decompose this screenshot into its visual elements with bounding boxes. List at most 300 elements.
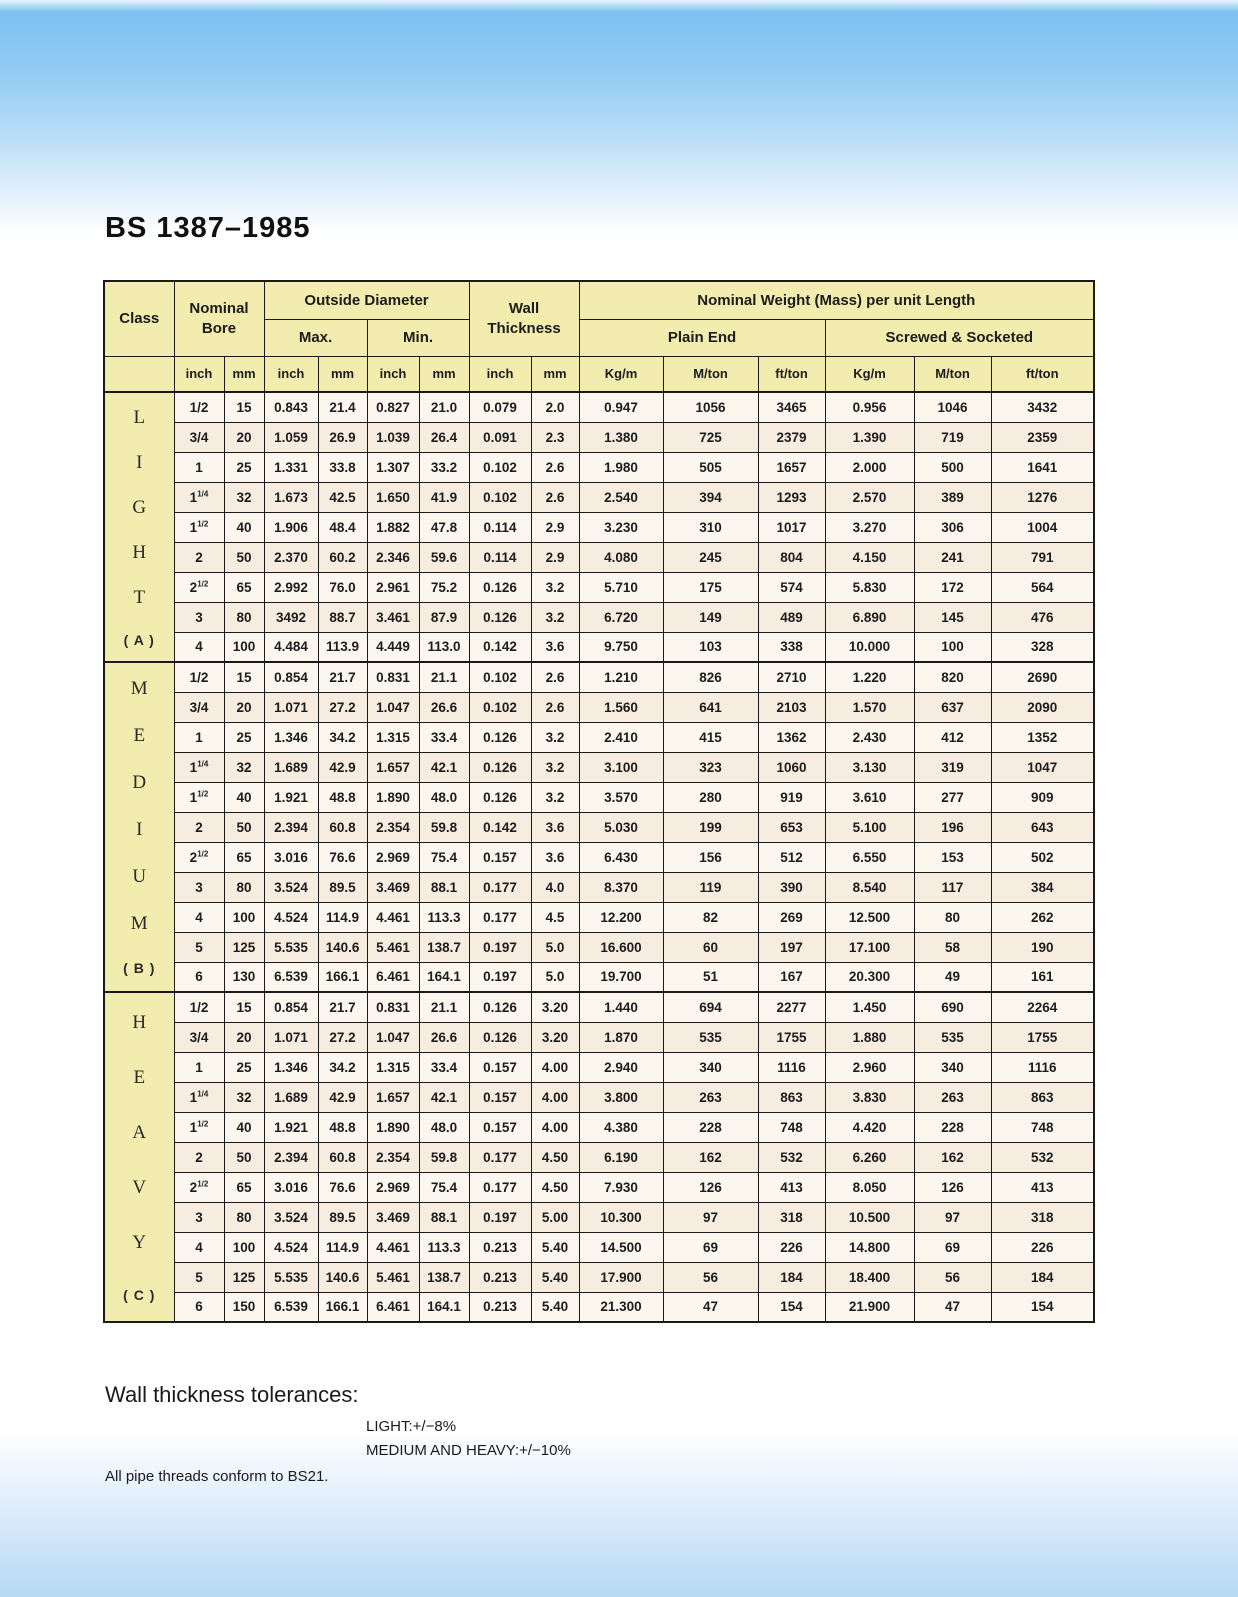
cell-wall-mm: 3.6 — [531, 842, 579, 872]
cell-od-max-mm: 60.2 — [318, 542, 367, 572]
cell-ss-kgm: 10.000 — [825, 632, 914, 662]
table-row — [104, 692, 1094, 722]
cell-plain-ftton: 167 — [758, 962, 825, 992]
cell-plain-mton: 156 — [663, 842, 758, 872]
cell-plain-ftton: 318 — [758, 1202, 825, 1232]
cell-ss-mton: 49 — [914, 962, 991, 992]
cell-ss-mton: 690 — [914, 992, 991, 1022]
cell-bore-inch: 6 — [174, 962, 224, 992]
cell-plain-mton: 340 — [663, 1052, 758, 1082]
cell-od-min-inch: 6.461 — [367, 962, 419, 992]
cell-wall-mm: 4.00 — [531, 1082, 579, 1112]
header-max: Max. — [264, 319, 367, 356]
cell-ss-ftton: 262 — [991, 902, 1094, 932]
cell-plain-ftton: 2277 — [758, 992, 825, 1022]
cell-wall-mm: 2.9 — [531, 512, 579, 542]
table-row — [104, 482, 1094, 512]
cell-plain-kgm: 5.030 — [579, 812, 663, 842]
class-letter: T — [133, 586, 146, 608]
cell-wall-mm: 3.20 — [531, 1022, 579, 1052]
cell-plain-kgm: 1.380 — [579, 422, 663, 452]
cell-bore-mm: 20 — [224, 692, 264, 722]
cell-od-max-mm: 48.8 — [318, 1112, 367, 1142]
cell-plain-ftton: 532 — [758, 1142, 825, 1172]
cell-wall-mm: 3.2 — [531, 602, 579, 632]
cell-od-min-mm: 21.1 — [419, 662, 469, 692]
cell-plain-ftton: 390 — [758, 872, 825, 902]
cell-ss-kgm: 6.260 — [825, 1142, 914, 1172]
cell-wall-mm: 5.00 — [531, 1202, 579, 1232]
cell-ss-mton: 500 — [914, 452, 991, 482]
cell-plain-kgm: 3.800 — [579, 1082, 663, 1112]
cell-ss-ftton: 1641 — [991, 452, 1094, 482]
cell-ss-kgm: 6.890 — [825, 602, 914, 632]
cell-wall-mm: 4.0 — [531, 872, 579, 902]
cell-plain-mton: 725 — [663, 422, 758, 452]
cell-od-min-inch: 2.346 — [367, 542, 419, 572]
table-row — [104, 722, 1094, 752]
cell-wall-mm: 3.2 — [531, 752, 579, 782]
cell-ss-mton: 80 — [914, 902, 991, 932]
cell-od-min-inch: 4.461 — [367, 1232, 419, 1262]
cell-ss-mton: 637 — [914, 692, 991, 722]
cell-ss-mton: 340 — [914, 1052, 991, 1082]
cell-wall-inch: 0.126 — [469, 752, 531, 782]
cell-ss-ftton: 384 — [991, 872, 1094, 902]
cell-wall-mm: 2.9 — [531, 542, 579, 572]
cell-ss-mton: 241 — [914, 542, 991, 572]
cell-plain-ftton: 338 — [758, 632, 825, 662]
cell-od-min-mm: 164.1 — [419, 962, 469, 992]
cell-bore-inch: 3/4 — [174, 1022, 224, 1052]
header-unit-bore-inch: inch — [174, 356, 224, 392]
cell-od-max-inch: 3492 — [264, 602, 318, 632]
cell-od-max-mm: 26.9 — [318, 422, 367, 452]
cell-ss-kgm: 2.430 — [825, 722, 914, 752]
cell-plain-kgm: 2.540 — [579, 482, 663, 512]
cell-bore-mm: 125 — [224, 1262, 264, 1292]
table-row — [104, 392, 1094, 422]
class-letter: D — [132, 771, 147, 793]
cell-wall-mm: 5.40 — [531, 1232, 579, 1262]
cell-od-max-mm: 60.8 — [318, 1142, 367, 1172]
cell-od-min-inch: 1.657 — [367, 1082, 419, 1112]
class-label-light — [104, 392, 174, 662]
cell-bore-mm: 50 — [224, 542, 264, 572]
cell-bore-inch: 3 — [174, 872, 224, 902]
cell-wall-mm: 4.00 — [531, 1112, 579, 1142]
cell-plain-mton: 175 — [663, 572, 758, 602]
cell-od-min-mm: 41.9 — [419, 482, 469, 512]
cell-plain-mton: 263 — [663, 1082, 758, 1112]
cell-od-min-inch: 0.831 — [367, 992, 419, 1022]
table-row — [104, 1292, 1094, 1322]
cell-bore-inch: $1^{1/4}$ — [174, 482, 224, 512]
class-letter: V — [132, 1176, 147, 1198]
cell-od-min-mm: 87.9 — [419, 602, 469, 632]
table-row — [104, 782, 1094, 812]
wall-thickness-tolerances-title: Wall thickness tolerances: — [105, 1382, 359, 1407]
cell-od-min-mm: 21.0 — [419, 392, 469, 422]
cell-wall-mm: 5.40 — [531, 1292, 579, 1322]
class-letter: I — [136, 451, 143, 473]
cell-od-min-mm: 48.0 — [419, 782, 469, 812]
cell-wall-inch: 0.102 — [469, 692, 531, 722]
cell-ss-mton: 719 — [914, 422, 991, 452]
cell-od-min-mm: 88.1 — [419, 872, 469, 902]
cell-od-max-inch: 1.346 — [264, 1052, 318, 1082]
cell-wall-inch: 0.114 — [469, 542, 531, 572]
cell-ss-mton: 97 — [914, 1202, 991, 1232]
cell-plain-mton: 826 — [663, 662, 758, 692]
cell-plain-kgm: 0.947 — [579, 392, 663, 422]
cell-plain-kgm: 1.210 — [579, 662, 663, 692]
cell-od-min-inch: 1.307 — [367, 452, 419, 482]
cell-od-min-mm: 26.6 — [419, 692, 469, 722]
cell-wall-inch: 0.126 — [469, 992, 531, 1022]
cell-plain-ftton: 863 — [758, 1082, 825, 1112]
header-screwed-socketed: Screwed & Socketed — [825, 319, 1094, 356]
cell-bore-mm: 125 — [224, 932, 264, 962]
cell-od-max-mm: 89.5 — [318, 872, 367, 902]
cell-ss-mton: 69 — [914, 1232, 991, 1262]
cell-od-max-mm: 42.5 — [318, 482, 367, 512]
cell-plain-ftton: 653 — [758, 812, 825, 842]
cell-ss-kgm: 1.570 — [825, 692, 914, 722]
cell-bore-mm: 65 — [224, 842, 264, 872]
cell-od-max-mm: 88.7 — [318, 602, 367, 632]
cell-od-min-mm: 59.6 — [419, 542, 469, 572]
cell-plain-mton: 199 — [663, 812, 758, 842]
table-row — [104, 602, 1094, 632]
cell-ss-ftton: 318 — [991, 1202, 1094, 1232]
bore-fraction-sup: 1/2 — [197, 849, 209, 858]
cell-od-min-mm: 113.3 — [419, 1232, 469, 1262]
cell-bore-inch: $1^{1/2}$ — [174, 512, 224, 542]
cell-wall-mm: 3.6 — [531, 632, 579, 662]
cell-bore-mm: 80 — [224, 872, 264, 902]
cell-wall-inch: 0.142 — [469, 632, 531, 662]
cell-plain-mton: 97 — [663, 1202, 758, 1232]
cell-ss-ftton: 2690 — [991, 662, 1094, 692]
bore-fraction-sup: 1/2 — [197, 1119, 209, 1128]
cell-ss-kgm: 18.400 — [825, 1262, 914, 1292]
header-wall-thickness: Wall Thickness — [469, 281, 579, 356]
cell-ss-ftton: 161 — [991, 962, 1094, 992]
cell-ss-ftton: 1276 — [991, 482, 1094, 512]
header-unit-empty — [104, 356, 174, 392]
cell-bore-inch: 1 — [174, 452, 224, 482]
cell-od-max-mm: 34.2 — [318, 1052, 367, 1082]
cell-ss-mton: 412 — [914, 722, 991, 752]
cell-ss-ftton: 2359 — [991, 422, 1094, 452]
class-letter: M — [130, 677, 148, 699]
cell-od-max-inch: 1.689 — [264, 1082, 318, 1112]
cell-wall-inch: 0.177 — [469, 1142, 531, 1172]
cell-bore-inch: $2^{1/2}$ — [174, 842, 224, 872]
cell-od-min-inch: 1.890 — [367, 782, 419, 812]
medium-heavy-tolerance-note: MEDIUM AND HEAVY:+/−10% — [366, 1442, 571, 1459]
cell-plain-ftton: 919 — [758, 782, 825, 812]
cell-bore-inch: 6 — [174, 1292, 224, 1322]
cell-od-max-mm: 48.4 — [318, 512, 367, 542]
cell-bore-mm: 15 — [224, 992, 264, 1022]
cell-plain-ftton: 512 — [758, 842, 825, 872]
header-nominal-weight: Nominal Weight (Mass) per unit Length — [579, 281, 1094, 319]
cell-bore-mm: 150 — [224, 1292, 264, 1322]
cell-od-min-inch: 0.831 — [367, 662, 419, 692]
cell-bore-inch: $1^{1/4}$ — [174, 752, 224, 782]
cell-ss-ftton: 1047 — [991, 752, 1094, 782]
cell-plain-ftton: 1657 — [758, 452, 825, 482]
cell-ss-kgm: 3.610 — [825, 782, 914, 812]
cell-od-max-inch: 1.071 — [264, 1022, 318, 1052]
cell-od-min-inch: 1.315 — [367, 722, 419, 752]
cell-ss-ftton: 791 — [991, 542, 1094, 572]
cell-plain-ftton: 1017 — [758, 512, 825, 542]
cell-bore-mm: 40 — [224, 782, 264, 812]
cell-ss-mton: 162 — [914, 1142, 991, 1172]
cell-ss-kgm: 4.150 — [825, 542, 914, 572]
cell-bore-inch: 1/2 — [174, 992, 224, 1022]
header-unit-min-mm: mm — [419, 356, 469, 392]
cell-wall-mm: 4.50 — [531, 1172, 579, 1202]
cell-plain-mton: 280 — [663, 782, 758, 812]
cell-wall-inch: 0.102 — [469, 662, 531, 692]
table-row — [104, 1022, 1094, 1052]
cell-od-min-inch: 2.969 — [367, 1172, 419, 1202]
cell-plain-kgm: 16.600 — [579, 932, 663, 962]
cell-wall-mm: 2.6 — [531, 662, 579, 692]
class-letter: H — [132, 541, 147, 563]
table-row — [104, 512, 1094, 542]
header-unit-wall-mm: mm — [531, 356, 579, 392]
cell-bore-mm: 65 — [224, 572, 264, 602]
cell-od-min-inch: 2.969 — [367, 842, 419, 872]
cell-ss-kgm: 5.100 — [825, 812, 914, 842]
cell-ss-ftton: 1755 — [991, 1022, 1094, 1052]
cell-wall-inch: 0.126 — [469, 1022, 531, 1052]
table-row — [104, 1142, 1094, 1172]
cell-bore-mm: 32 — [224, 752, 264, 782]
table-row — [104, 422, 1094, 452]
cell-ss-ftton: 226 — [991, 1232, 1094, 1262]
table-row — [104, 452, 1094, 482]
cell-plain-ftton: 154 — [758, 1292, 825, 1322]
cell-ss-ftton: 2264 — [991, 992, 1094, 1022]
header-nominal-bore: Nominal Bore — [174, 281, 264, 356]
header-unit-bore-mm: mm — [224, 356, 264, 392]
cell-ss-mton: 117 — [914, 872, 991, 902]
cell-ss-mton: 263 — [914, 1082, 991, 1112]
class-letter: E — [133, 1066, 146, 1088]
table-row — [104, 992, 1094, 1022]
cell-ss-kgm: 1.390 — [825, 422, 914, 452]
cell-plain-kgm: 4.080 — [579, 542, 663, 572]
cell-wall-inch: 0.142 — [469, 812, 531, 842]
cell-od-max-inch: 1.673 — [264, 482, 318, 512]
cell-ss-kgm: 10.500 — [825, 1202, 914, 1232]
cell-od-max-inch: 2.394 — [264, 812, 318, 842]
cell-bore-mm: 25 — [224, 452, 264, 482]
cell-bore-mm: 40 — [224, 1112, 264, 1142]
class-letter: H — [132, 1011, 147, 1033]
bore-fraction-sup: 1/4 — [197, 489, 209, 498]
table-row — [104, 1112, 1094, 1142]
cell-wall-inch: 0.102 — [469, 452, 531, 482]
cell-ss-kgm: 20.300 — [825, 962, 914, 992]
cell-od-min-mm: 75.4 — [419, 1172, 469, 1202]
cell-ss-mton: 389 — [914, 482, 991, 512]
class-label-medium — [104, 662, 174, 992]
cell-ss-mton: 145 — [914, 602, 991, 632]
cell-plain-ftton: 574 — [758, 572, 825, 602]
cell-od-min-inch: 0.827 — [367, 392, 419, 422]
cell-od-min-inch: 2.354 — [367, 1142, 419, 1172]
cell-bore-inch: 3 — [174, 602, 224, 632]
header-unit-plain-mton: M/ton — [663, 356, 758, 392]
class-paren-label: ( B ) — [123, 960, 156, 977]
cell-bore-mm: 20 — [224, 422, 264, 452]
cell-plain-ftton: 804 — [758, 542, 825, 572]
header-unit-plain-kgm: Kg/m — [579, 356, 663, 392]
cell-bore-mm: 32 — [224, 1082, 264, 1112]
bore-fraction-sup: 1/4 — [197, 759, 209, 768]
cell-od-min-inch: 1.882 — [367, 512, 419, 542]
header-unit-max-inch: inch — [264, 356, 318, 392]
cell-od-min-inch: 3.469 — [367, 1202, 419, 1232]
cell-plain-ftton: 1293 — [758, 482, 825, 512]
header-min: Min. — [367, 319, 469, 356]
class-letter: I — [136, 818, 143, 840]
cell-wall-mm: 2.6 — [531, 482, 579, 512]
cell-od-max-inch: 1.921 — [264, 782, 318, 812]
cell-ss-ftton: 154 — [991, 1292, 1094, 1322]
cell-od-max-inch: 0.843 — [264, 392, 318, 422]
cell-od-min-inch: 1.047 — [367, 1022, 419, 1052]
cell-ss-kgm: 12.500 — [825, 902, 914, 932]
cell-od-max-inch: 2.370 — [264, 542, 318, 572]
bore-fraction-sup: 1/2 — [197, 1179, 209, 1188]
cell-od-max-mm: 21.7 — [318, 662, 367, 692]
cell-wall-inch: 0.157 — [469, 1052, 531, 1082]
cell-od-max-inch: 3.524 — [264, 872, 318, 902]
cell-od-min-mm: 47.8 — [419, 512, 469, 542]
cell-plain-kgm: 1.440 — [579, 992, 663, 1022]
cell-ss-kgm: 1.450 — [825, 992, 914, 1022]
table-row — [104, 812, 1094, 842]
cell-ss-mton: 47 — [914, 1292, 991, 1322]
cell-ss-ftton: 413 — [991, 1172, 1094, 1202]
cell-ss-kgm: 2.570 — [825, 482, 914, 512]
table-row — [104, 1082, 1094, 1112]
cell-od-min-mm: 138.7 — [419, 932, 469, 962]
cell-od-min-inch: 1.047 — [367, 692, 419, 722]
cell-wall-inch: 0.126 — [469, 572, 531, 602]
cell-plain-mton: 103 — [663, 632, 758, 662]
cell-od-min-inch: 2.354 — [367, 812, 419, 842]
cell-od-max-inch: 6.539 — [264, 962, 318, 992]
cell-bore-inch: 2 — [174, 812, 224, 842]
header-unit-ss-ftton: ft/ton — [991, 356, 1094, 392]
cell-plain-kgm: 1.560 — [579, 692, 663, 722]
cell-od-min-mm: 88.1 — [419, 1202, 469, 1232]
cell-plain-mton: 394 — [663, 482, 758, 512]
cell-od-max-inch: 1.071 — [264, 692, 318, 722]
cell-bore-mm: 50 — [224, 1142, 264, 1172]
cell-od-max-mm: 89.5 — [318, 1202, 367, 1232]
cell-plain-kgm: 21.300 — [579, 1292, 663, 1322]
cell-wall-inch: 0.197 — [469, 1202, 531, 1232]
cell-ss-kgm: 3.130 — [825, 752, 914, 782]
cell-plain-mton: 323 — [663, 752, 758, 782]
bore-fraction-sup: 1/2 — [197, 579, 209, 588]
table-row — [104, 572, 1094, 602]
cell-od-min-inch: 4.449 — [367, 632, 419, 662]
table-header — [104, 281, 1094, 392]
cell-od-max-inch: 5.535 — [264, 932, 318, 962]
cell-od-max-inch: 1.921 — [264, 1112, 318, 1142]
cell-ss-kgm: 3.270 — [825, 512, 914, 542]
cell-bore-inch: 4 — [174, 1232, 224, 1262]
cell-plain-ftton: 2103 — [758, 692, 825, 722]
class-group-medium — [104, 662, 1094, 992]
table-row — [104, 1202, 1094, 1232]
cell-od-max-mm: 114.9 — [318, 902, 367, 932]
cell-od-min-mm: 75.4 — [419, 842, 469, 872]
cell-od-max-mm: 27.2 — [318, 1022, 367, 1052]
cell-bore-inch: 1 — [174, 1052, 224, 1082]
cell-plain-mton: 535 — [663, 1022, 758, 1052]
cell-ss-ftton: 2090 — [991, 692, 1094, 722]
cell-plain-ftton: 1362 — [758, 722, 825, 752]
cell-od-max-mm: 21.7 — [318, 992, 367, 1022]
cell-od-min-inch: 1.657 — [367, 752, 419, 782]
cell-ss-ftton: 328 — [991, 632, 1094, 662]
cell-od-max-mm: 33.8 — [318, 452, 367, 482]
class-letter: A — [132, 1121, 147, 1143]
cell-wall-mm: 2.0 — [531, 392, 579, 422]
class-letter: M — [130, 913, 148, 935]
cell-bore-mm: 80 — [224, 1202, 264, 1232]
cell-plain-kgm: 10.300 — [579, 1202, 663, 1232]
cell-plain-ftton: 269 — [758, 902, 825, 932]
cell-wall-mm: 3.2 — [531, 722, 579, 752]
cell-ss-mton: 56 — [914, 1262, 991, 1292]
header-unit-max-mm: mm — [318, 356, 367, 392]
cell-plain-mton: 641 — [663, 692, 758, 722]
class-letter: G — [132, 496, 147, 518]
cell-wall-inch: 0.157 — [469, 842, 531, 872]
cell-plain-kgm: 3.570 — [579, 782, 663, 812]
cell-od-max-inch: 2.992 — [264, 572, 318, 602]
cell-ss-ftton: 502 — [991, 842, 1094, 872]
cell-plain-mton: 310 — [663, 512, 758, 542]
cell-od-max-inch: 3.016 — [264, 1172, 318, 1202]
cell-wall-inch: 0.126 — [469, 722, 531, 752]
cell-od-min-mm: 113.3 — [419, 902, 469, 932]
cell-ss-mton: 306 — [914, 512, 991, 542]
cell-ss-kgm: 0.956 — [825, 392, 914, 422]
cell-bore-inch: 3/4 — [174, 422, 224, 452]
cell-od-max-mm: 76.6 — [318, 842, 367, 872]
cell-od-max-inch: 3.524 — [264, 1202, 318, 1232]
cell-bore-mm: 32 — [224, 482, 264, 512]
cell-ss-kgm: 1.880 — [825, 1022, 914, 1052]
cell-plain-mton: 56 — [663, 1262, 758, 1292]
cell-ss-ftton: 184 — [991, 1262, 1094, 1292]
cell-plain-kgm: 14.500 — [579, 1232, 663, 1262]
